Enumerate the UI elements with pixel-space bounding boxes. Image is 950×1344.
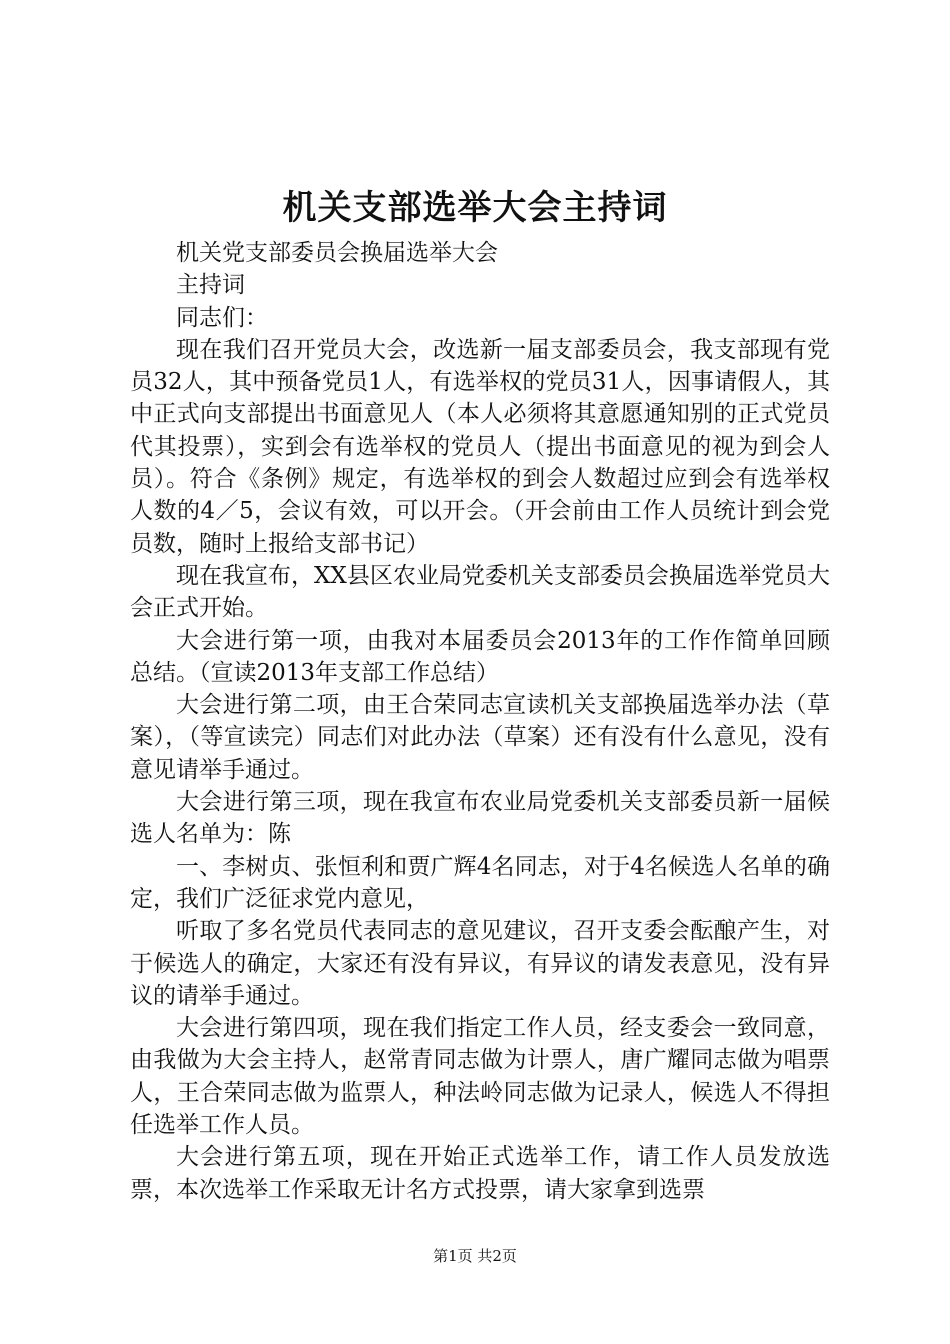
- paragraph: 大会进行第五项，现在开始正式选举工作，请工作人员发放选票，本次选举工作采取无计名方式投票，请大家拿到选票: [130, 1144, 830, 1203]
- paragraph: 一、李树贞、张恒利和贾广辉4名同志，对于4名候选人名单的确定，我们广泛征求党内意见，: [130, 853, 830, 912]
- paragraph: 大会进行第一项，由我对本届委员会2013年的工作作简单回顾总结。（宣读2013年支部工作总结）: [130, 627, 830, 686]
- paragraph: 大会进行第三项，现在我宣布农业局党委机关支部委员新一届候选人名单为：陈: [130, 789, 830, 848]
- paragraph: 大会进行第四项，现在我们指定工作人员，经支委会一致同意，由我做为大会主持人，赵常青同志做为计票人，唐广耀同志做为唱票人，王合荣同志做为监票人，种法岭同志做为记录人，候选人不得担任选举工作人员。: [130, 1015, 830, 1139]
- paragraph: 大会进行第二项，由王合荣同志宣读机关支部换届选举办法（草案），（等宣读完）同志们对此办法（草案）还有没有什么意见，没有意见请举手通过。: [130, 692, 830, 783]
- page-number-footer: 第1页 共2页: [433, 1247, 517, 1265]
- paragraph: 现在我们召开党员大会，改选新一届支部委员会，我支部现有党员32人，其中预备党员1人，有选举权的党员31人，因事请假人，其中正式向支部提出书面意见人（本人必须将其意愿通知别的正式党员代其投票），实到会有选举权的党员人（提出书面意见的视为到会人员）。符合《条例》规定，有选举权的到会人数超过应到会有选举权人数的4／5，会议有效，可以开会。（开会前由工作人员统计到会党员数，随时上报给支部书记）: [130, 336, 830, 557]
- document-body: [130, 237, 830, 1206]
- document-title: 机关支部选举大会主持词: [282, 188, 668, 228]
- paragraph: 现在我宣布，XX县区农业局党委机关支部委员会换届选举党员大会正式开始。: [130, 562, 830, 622]
- paragraph: 机关党支部委员会换届选举大会: [176, 240, 498, 266]
- paragraph: 同志们：: [176, 304, 268, 331]
- paragraph: 主持词: [176, 272, 245, 299]
- paragraph: 听取了多名党员代表同志的意见建议，召开支委会酝酿产生，对于候选人的确定，大家还有没有异议，有异议的请发表意见，没有异议的请举手通过。: [130, 918, 830, 1009]
